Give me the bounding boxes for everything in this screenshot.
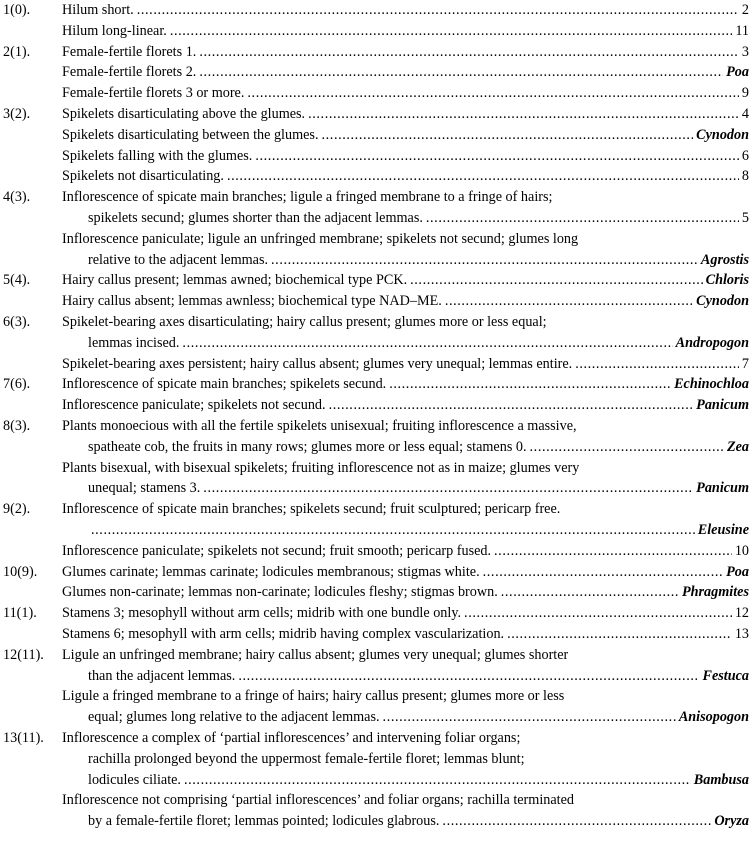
lead-statement: Glumes non-carinate; lemmas non-carinate; lodicules fleshy; stigmas brown. (62, 584, 498, 601)
key-line (0, 167, 753, 185)
taxon-name: Phragmites (681, 584, 749, 601)
lead-text (62, 791, 574, 809)
taxon-name: Agrostis (700, 251, 749, 268)
key-line (0, 43, 753, 61)
key-line (0, 479, 753, 497)
lead-text (62, 583, 749, 601)
key-line (0, 687, 753, 705)
lead-statement: Hilum short. (62, 2, 134, 18)
leader-dots (170, 22, 733, 40)
next-couplet: 9 (741, 85, 749, 102)
taxon-name: Chloris (705, 272, 749, 289)
taxon-name: Poa (726, 64, 749, 81)
lead-text (62, 126, 749, 144)
key-line (0, 292, 753, 310)
key-line (0, 521, 753, 539)
lead-text (88, 334, 749, 352)
leader-dots (199, 43, 739, 61)
couplet-number: 9(2). (3, 501, 31, 518)
key-line (0, 563, 753, 581)
lead-statement: Female-fertile florets 2. (62, 64, 197, 81)
lead-statement: Spikelets not disarticulating. (62, 168, 224, 185)
leader-dots (445, 292, 693, 310)
key-line (0, 625, 753, 643)
lead-statement: by a female-fertile floret; lemmas pointed; lodicules glabrous. (88, 813, 440, 830)
lead-statement: Hairy callus absent; lemmas awnless; biochemical type NAD–ME. (62, 293, 442, 310)
leader-dots (410, 271, 702, 289)
next-couplet: 12 (734, 605, 749, 622)
lead-statement: Spikelets falling with the glumes. (62, 147, 253, 164)
lead-statement: rachilla prolonged beyond the uppermost female-fertile floret; lemmas blunt; (88, 750, 525, 767)
next-couplet: 7 (741, 355, 749, 372)
lead-statement: Inflorescence not comprising ‘partial inflorescences’ and foliar organs; rachilla terminated (62, 792, 574, 809)
lead-text (62, 230, 578, 248)
lead-statement: Hairy callus present; lemmas awned; biochemical type PCK. (62, 272, 408, 289)
taxon-name: Bambusa (693, 771, 749, 788)
lead-statement: Glumes carinate; lemmas carinate; lodicules membranous; stigmas white. (62, 563, 480, 580)
lead-text (88, 708, 749, 726)
couplet-number: 12(11). (3, 646, 44, 663)
next-couplet: 4 (741, 106, 749, 122)
lead-statement: Inflorescence paniculate; spikelets not secund; fruit smooth; pericarp fused. (62, 542, 492, 559)
leader-dots (389, 375, 671, 393)
next-couplet: 2 (741, 2, 749, 18)
taxon-name: Oryza (714, 813, 749, 830)
key-line (0, 334, 753, 352)
lead-text (62, 1, 749, 19)
key-line (0, 812, 753, 830)
lead-text (88, 771, 749, 789)
lead-statement: than the adjacent lemmas. (88, 667, 236, 684)
lead-statement: Spikelet-bearing axes disarticulating; hairy callus present; glumes more or less equal; (62, 314, 547, 330)
lead-text (62, 188, 552, 206)
lead-statement: unequal; stamens 3. (88, 480, 201, 497)
lead-text (62, 105, 749, 123)
key-line (0, 417, 753, 435)
lead-statement: Female-fertile florets 3 or more. (62, 85, 245, 102)
leader-dots (238, 667, 699, 685)
taxon-name: Echinochloa (674, 376, 749, 393)
key-line (0, 667, 753, 685)
lead-statement: Ligule an unfringed membrane; hairy callus absent; glumes very unequal; glumes shorter (62, 646, 569, 663)
lead-statement: Inflorescence of spicate main branches; spikelets secund; fruit sculptured; pericarp free. (62, 501, 561, 518)
lead-statement: Female-fertile florets 1. (62, 43, 197, 60)
leader-dots (271, 251, 698, 269)
lead-text (62, 417, 577, 435)
lead-text (62, 542, 749, 560)
leader-dots (383, 708, 676, 726)
couplet-number: 11(1). (3, 605, 37, 622)
lead-text (88, 667, 749, 685)
lead-statement: equal; glumes long relative to the adjacent lemmas. (88, 709, 380, 726)
taxon-name: Andropogon (675, 334, 749, 351)
couplet-number: 6(3). (3, 314, 31, 330)
lead-statement: spatheate cob, the fruits in many rows; glumes more or less equal; stamens 0. (88, 438, 527, 455)
key-line (0, 251, 753, 269)
next-couplet: 3 (741, 43, 749, 60)
lead-text (62, 729, 520, 747)
taxon-name: Anisopogon (678, 709, 749, 726)
leader-dots (308, 105, 739, 123)
key-line (0, 583, 753, 601)
lead-statement: Ligule a fringed membrane to a fringe of hairs; hairy callus present; glumes more or less (62, 688, 565, 705)
taxon-name: Zea (726, 438, 749, 455)
leader-dots (255, 147, 739, 165)
key-line (0, 355, 753, 373)
lead-text (62, 167, 749, 185)
couplet-number: 8(3). (3, 418, 31, 434)
leader-dots (507, 625, 732, 643)
lead-statement: Hilum long-linear. (62, 22, 167, 39)
couplet-number: 5(4). (3, 272, 31, 289)
leader-dots (575, 355, 739, 373)
lead-text (62, 375, 749, 393)
taxon-name: Festuca (702, 667, 749, 684)
lead-statement: Inflorescence a complex of ‘partial inflorescences’ and intervening foliar organs; (62, 730, 521, 746)
key-line (0, 63, 753, 81)
taxon-name: Panicum (696, 480, 749, 497)
next-couplet: 13 (734, 626, 749, 642)
lead-text (88, 209, 749, 227)
taxon-name: Poa (726, 563, 749, 580)
leader-dots (247, 84, 739, 102)
taxon-name: Cynodon (696, 293, 749, 310)
key-line (0, 105, 753, 123)
leader-dots (137, 1, 739, 19)
key-line (0, 313, 753, 331)
lead-statement: Inflorescence of spicate main branches; ligule a fringed membrane to a fringe of hairs; (62, 189, 553, 206)
leader-dots (442, 812, 711, 830)
lead-text (88, 479, 749, 497)
taxon-name: Panicum (696, 397, 749, 414)
leader-dots (501, 583, 679, 601)
lead-text (62, 459, 579, 477)
leader-dots (494, 542, 732, 560)
key-line (0, 1, 753, 19)
key-line (0, 771, 753, 789)
key-line (0, 126, 753, 144)
key-line (0, 271, 753, 289)
key-line (0, 22, 753, 40)
key-line (0, 375, 753, 393)
leader-dots (329, 396, 694, 414)
lead-text (88, 251, 749, 269)
lead-text (88, 812, 749, 830)
leader-dots (184, 771, 691, 789)
leader-dots (464, 604, 732, 622)
lead-statement: Plants bisexual, with bisexual spikelets; fruiting inflorescence not as in maize; glumes very (62, 459, 580, 476)
next-couplet: 11 (735, 22, 749, 39)
lead-text (62, 271, 749, 289)
key-line (0, 230, 753, 248)
lead-text (88, 438, 749, 456)
lead-text (88, 750, 525, 768)
leader-dots (322, 126, 694, 144)
key-line (0, 729, 753, 747)
couplet-number: 1(0). (3, 2, 31, 18)
next-couplet: 5 (741, 210, 749, 226)
key-line (0, 604, 753, 622)
lead-statement: relative to the adjacent lemmas. (88, 251, 269, 268)
lead-text (62, 396, 749, 414)
lead-text (62, 43, 749, 61)
lead-statement: Inflorescence paniculate; ligule an unfringed membrane; spikelets not secund; glumes long (62, 230, 579, 247)
lead-statement: Spikelets disarticulating above the glumes. (62, 106, 306, 122)
lead-statement: lodicules ciliate. (88, 771, 181, 788)
leader-dots (227, 167, 739, 185)
leader-dots (182, 334, 672, 352)
taxon-name: Cynodon (696, 126, 749, 143)
key-line (0, 646, 753, 664)
lead-text (62, 63, 749, 81)
lead-statement: Inflorescence paniculate; spikelets not secund. (62, 397, 326, 414)
lead-text (88, 521, 749, 539)
next-couplet: 8 (741, 168, 749, 185)
lead-text (62, 84, 749, 102)
lead-statement: Spikelet-bearing axes persistent; hairy callus absent; glumes very unequal; lemmas entire. (62, 355, 573, 372)
lead-statement: lemmas incised. (88, 334, 180, 351)
couplet-number: 13(11). (3, 730, 44, 746)
key-line (0, 750, 753, 768)
next-couplet: 10 (734, 542, 749, 559)
key-line (0, 459, 753, 477)
couplet-number: 3(2). (3, 106, 31, 122)
lead-text (62, 687, 564, 705)
lead-statement: Plants monoecious with all the fertile spikelets unisexual; fruiting inflorescence a massive, (62, 418, 577, 434)
taxon-name: Eleusine (697, 522, 749, 538)
key-line (0, 396, 753, 414)
lead-statement: Inflorescence of spicate main branches; spikelets secund. (62, 376, 387, 393)
leader-dots (483, 563, 724, 581)
key-line (0, 500, 753, 518)
key-line (0, 84, 753, 102)
lead-text (62, 292, 749, 310)
lead-text (62, 500, 560, 518)
lead-text (62, 355, 749, 373)
key-line (0, 209, 753, 227)
lead-statement: Stamens 6; mesophyll with arm cells; midrib having complex vascularization. (62, 626, 505, 642)
leader-dots (199, 63, 723, 81)
couplet-number: 4(3). (3, 189, 31, 206)
lead-statement: Stamens 3; mesophyll without arm cells; midrib with one bundle only. (62, 605, 462, 622)
lead-text (62, 563, 749, 581)
key-line (0, 542, 753, 560)
couplet-number: 7(6). (3, 376, 31, 393)
couplet-number: 2(1). (3, 43, 31, 60)
lead-statement: Spikelets disarticulating between the glumes. (62, 126, 319, 143)
lead-text (62, 646, 568, 664)
key-line (0, 791, 753, 809)
lead-text (62, 147, 749, 165)
lead-text (62, 625, 749, 643)
next-couplet: 6 (741, 147, 749, 164)
lead-text (62, 22, 749, 40)
lead-text (62, 313, 547, 331)
key-line (0, 147, 753, 165)
key-line (0, 438, 753, 456)
key-line (0, 708, 753, 726)
key-line (0, 188, 753, 206)
leader-dots (91, 521, 695, 539)
couplet-number: 10(9). (3, 563, 38, 580)
leader-dots (203, 479, 693, 497)
lead-text (62, 604, 749, 622)
leader-dots (530, 438, 724, 456)
leader-dots (426, 209, 739, 227)
lead-statement: spikelets secund; glumes shorter than the adjacent lemmas. (88, 210, 423, 226)
